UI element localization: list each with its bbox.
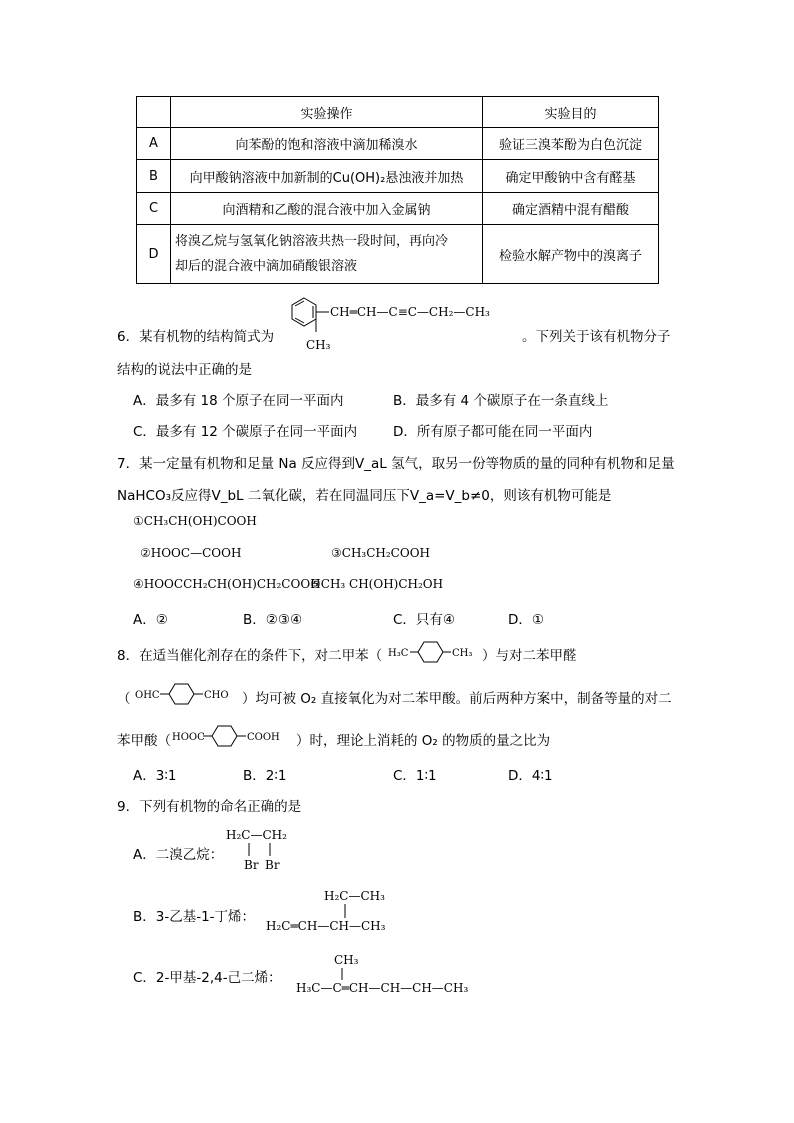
q9-c-label: C．2-甲基-2,4-己二烯：	[133, 970, 282, 986]
row-purpose: 确定甲酸钠中含有醛基	[483, 160, 659, 193]
q8-option-d: D．4∶1	[508, 768, 553, 784]
header-operation: 实验操作	[171, 97, 483, 128]
q7-item-3: ③CH₃CH₂COOH	[331, 546, 430, 560]
q6-stem-b: 。下列关于该有机物分子	[522, 329, 671, 345]
table-header-row	[137, 97, 659, 128]
row-operation	[171, 225, 483, 284]
q8-line3-b: ）时，理论上消耗的 O₂ 的物质的量之比为	[296, 733, 551, 749]
table-row	[137, 160, 659, 193]
table-row	[137, 128, 659, 160]
q9-a-structure	[226, 826, 296, 874]
q9-b-top: H₂C—CH₃	[324, 889, 385, 903]
table-row	[137, 225, 659, 284]
row-label: B	[137, 160, 171, 193]
q9-b-label: B．3-乙基-1-丁烯：	[133, 909, 256, 925]
q7-option-d: D．①	[508, 612, 544, 628]
q6-option-b: B．最多有 4 个碳原子在一条直线上	[393, 393, 609, 409]
q9-b-main: H₂C═CH—CH—CH₃	[266, 919, 386, 933]
p-xylene-structure	[386, 639, 486, 665]
row-operation: 向甲酸钠溶液中加新制的Cu(OH)₂悬浊液并加热	[171, 160, 483, 193]
q9-stem: 9．下列有机物的命名正确的是	[117, 799, 302, 815]
q6-option-a: A．最多有 18 个原子在同一平面内	[133, 393, 344, 409]
q7-line1: 7．某一定量有机物和足量 Na 反应得到V_aL 氢气，取另一份等物质的量的同种有机物和足量	[117, 456, 675, 472]
q7-line2: NaHCO₃反应得V_bL 二氧化碳，若在同温同压下V_a=V_b≠0，则该有机物可能是	[117, 488, 612, 504]
acid-left: HOOC	[172, 732, 205, 743]
xylene-left: H₃C	[388, 648, 409, 659]
q7-item-4: ④HOOCCH₂CH(OH)CH₂COOH	[133, 577, 321, 591]
row-purpose: 确定酒精中混有醋酸	[483, 193, 659, 225]
row-operation: 向酒精和乙酸的混合液中加入金属钠	[171, 193, 483, 225]
q8-line2-a: （	[117, 691, 131, 707]
row-label: D	[137, 225, 171, 284]
q7-option-c: C．只有④	[393, 612, 456, 628]
xylene-right: CH₃	[452, 648, 473, 659]
header-purpose: 实验目的	[483, 97, 659, 128]
q6-option-c: C．最多有 12 个碳原子在同一平面内	[133, 424, 358, 440]
q7-option-b: B．②③④	[243, 612, 303, 628]
q8-option-c: C．1∶1	[393, 768, 437, 784]
q9-c-top: CH₃	[334, 953, 359, 967]
q6-stem-c: 结构的说法中正确的是	[117, 362, 252, 378]
q9-c-structure	[296, 950, 491, 1000]
terephthalaldehyde-structure	[133, 681, 241, 707]
table-row	[137, 193, 659, 225]
q8-option-b: B．2∶1	[243, 768, 287, 784]
q9-a-label: A．二溴乙烷：	[133, 847, 224, 863]
header-blank	[137, 97, 171, 128]
q7-item-2: ②HOOC—COOH	[140, 546, 242, 560]
row-purpose: 检验水解产物中的溴离子	[483, 225, 659, 284]
row-operation-line2: 却后的混合液中滴加硝酸银溶液	[175, 259, 358, 274]
q8-line1-b: ）与对二苯甲醛	[482, 648, 577, 664]
aldehyde-left: OHC	[135, 690, 160, 701]
terephthalic-acid-structure	[170, 723, 300, 749]
row-operation: 向苯酚的饱和溶液中滴加稀溴水	[171, 128, 483, 160]
q6-chain-text: CH═CH—C≡C—CH₂—CH₃	[330, 305, 490, 319]
q6-methyl-text: CH₃	[306, 338, 331, 352]
q6-structure	[282, 294, 507, 354]
row-purpose: 验证三溴苯酚为白色沉淀	[483, 128, 659, 160]
q7-item-1: ①CH₃CH(OH)COOH	[133, 514, 257, 528]
q8-line2-b: ）均可被 O₂ 直接氧化为对二苯甲酸。前后两种方案中，制备等量的对二	[242, 691, 672, 707]
q9-b-structure	[266, 885, 411, 935]
acid-right: COOH	[247, 732, 280, 743]
q6-option-d: D．所有原子都可能在同一平面内	[393, 424, 593, 440]
q7-item-5: ⑤CH₃ CH(OH)CH₂OH	[310, 577, 444, 591]
row-label: A	[137, 128, 171, 160]
q9-c-main: H₃C—C═CH—CH—CH—CH₃	[296, 981, 469, 995]
q6-stem-a: 6．某有机物的结构简式为	[117, 329, 275, 345]
q8-line3-a: 苯甲酸（	[117, 733, 171, 749]
q8-line1-a: 8．在适当催化剂存在的条件下，对二甲苯（	[117, 648, 383, 664]
aldehyde-right: CHO	[204, 690, 229, 701]
q8-option-a: A．3∶1	[133, 768, 177, 784]
row-label: C	[137, 193, 171, 225]
q9-a-br1: Br	[244, 858, 259, 872]
row-operation-line1: 将溴乙烷与氢氧化钠溶液共热一段时间，再向冷	[175, 234, 449, 249]
experiment-table	[136, 96, 659, 284]
q9-a-top: H₂C—CH₂	[226, 828, 287, 842]
q7-option-a: A．②	[133, 612, 168, 628]
q9-a-br2: Br	[265, 858, 280, 872]
